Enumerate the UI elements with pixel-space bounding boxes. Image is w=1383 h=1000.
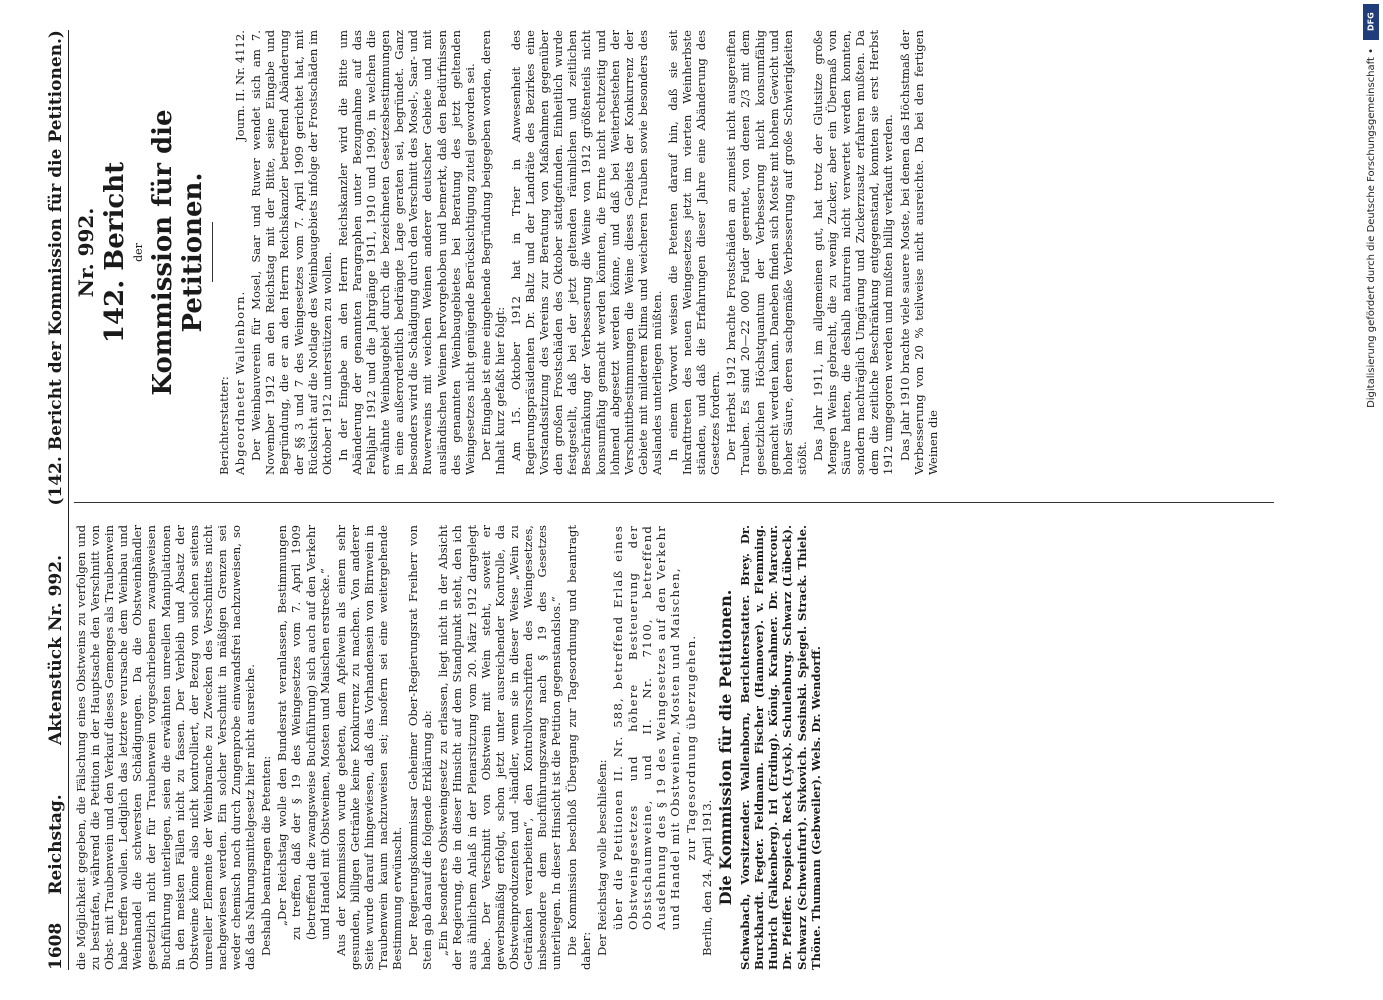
quote-paragraph: „Der Reichstag wolle den Bundesrat veranlassen, Bestimmungen zu treffen, daß der § 19 des Weingesetzes vom 7. April 1909 (betreffend die zwangsweise Buchführung) sich auch auf den Verkehr und Handel mit Obstweinen, Mosten und Maischen erstrecke.“ (275, 525, 332, 940)
paragraph: Die Kommission beschloß Übergang zur Tagesordnung und beantragt daher: (565, 525, 594, 970)
paragraph: Am 15. Oktober 1912 hat in Trier in Anwesenheit des Regierungspräsidenten Dr. Baltz und der Landräte des Bezirkes eine Vorstandssitzung des Vereins zur Beratung von Maßnahmen gegenüber den großen Frostschäden des Oktober stattgefunden. Einheitlich wurde festgestellt, daß bei der jetzt geltenden räumlichen und zeitlichen Beschränkung der Verbesserung die Weine von 1912 größtenteils nicht konsumfähig gemacht werden könnten, die Ernte nicht rechtzeitig und lohnend abgesetzt werden könne, und daß bei Weiterbestehen der Verschnittbestimmungen die Weine dieses Gebiets der Konkurrenz der Gebiete mit milderem Klima und weicheren Trauben sowie besonders des Auslandes unterliegen müßten. (508, 30, 664, 475)
page-number: 1608 (46, 922, 66, 970)
commission-title: Die Kommission für die Petitionen. (716, 589, 736, 906)
date-line: Berlin, den 24. April 1913. (700, 799, 715, 956)
title-connector: der (132, 243, 145, 262)
paragraph: In der Eingabe an den Herrn Reichskanzler wird die Bitte um Abänderung der genannten Paragraphen unter Bezugnahme auf das Fehljahr 1912 und die Jahrgänge 1911, 1910 und 1909, in welchen die erwähnte Weinbaugebiet durch die bezeichneten Gesetzesbestimmungen in eine außerordentlich bedrängte Lage geraten sei, begründet. Ganz besonders wird die Schädigung durch den Verschnitt des Mosel-, Saar- und Ruwerweins mit weichen Weinen anderer deutscher Gebiete und mit ausländischen Weinen hervorgehoben und bemerkt, daß den Bedürfnissen des genannten Weinbaugebietes bei Beratung des jetzt geltenden Weingesetzes nicht genügende Berücksichtigung zuteil geworden sei. (335, 30, 477, 475)
page-header (40, 30, 69, 970)
motion-conclusion: zur Tagesordnung überzugehen. (683, 634, 698, 861)
column-divider (74, 502, 1274, 503)
paragraph: Der Reichstag wolle beschließen: (595, 759, 610, 956)
reporter-label (217, 30, 231, 475)
paragraph: Das Jahr 1910 brachte viele sauere Moste, bei denen das Höchstmaß der Verbesserung von 20 % teilweise nicht ausreichte. Da bei den fertigen Weinen die (897, 30, 940, 475)
paragraph: Der Eingabe ist eine eingehende Begründung beigegeben worden, deren Inhalt kurz gefaßt hier folgt: (478, 30, 507, 475)
paragraph: die Möglichkeit gegeben, die Fälschung eines Obstweins zu verfolgen und zu bestrafen, während die Petition in der Hauptsache den Verschnitt von Obst- mit Traubenwein und den Verkauf dieses Gemenges als Traubenwein habe treffen wollen. Lediglich das letztere verursache dem Weinbau und Weinhandel die schwersten Schädigungen. Da die Obstweinhändler gesetzlich nicht der für Traubenwein vorgeschriebenen zwangsweisen Buchführung unterliegen, seien die erwähnten unreellen Manipulationen in den meisten Fällen nicht zu fassen. Der Verbleib und Absatz der Obstweine könne also nicht kontrolliert, der Bezug von solchen seitens unreeller Elemente der Weinbranche zu Zwecken des Verschnittes nicht nachgewiesen werden. Ein solcher Verschnitt in mäßigen Grenzen sei weder chemisch noch durch Zungenprobe einwandsfrei nachzuweisen, so daß das Nahrungsmittelgesetz hier nicht ausreiche. (74, 525, 258, 970)
reporter-name: Abgeordneter Wallenborn. (233, 290, 248, 475)
journal-reference: Journ. II. Nr. 4112. (233, 30, 248, 141)
signatures: Schwabach, Vorsitzender. Wallenborn, Berichterstatter. Brey. Dr. Burckhardt. Fegter. Feldmann. Fischer (Hannover). v. Flemming. Hubrich (Falkenberg). Irl (Erding). König. Krahmer. Dr. Marcour. Dr. Pfeiffer. Pospiech. Reck (Lyck). Schulenburg. Schwarz (Lübeck). Schwarz (Schweinfurt). Sivkovich. Sosinski. Spiegel. Strack. Thiele. Thöne. Thumann (Gebweiler). Wels. Dr. Wendorff. (738, 525, 823, 970)
left-column (74, 525, 1274, 970)
paragraph: Aus der Kommission wurde gebeten, dem Apfelwein als einem sehr gesunden, billigen Getränke keine Konkurrenz zu machen. Von anderer Seite wurde darauf hingewiesen, daß das Vorhandensein von Birnwein in Traubenwein kaum nachzuweisen sei; insofern sei eine weitergehende Bestimmung erwünscht. (333, 525, 405, 970)
header-center-title: Aktenstück Nr. 992. (46, 554, 66, 745)
header-left-title: Reichstag. (46, 794, 66, 895)
dfg-logo: DFG (1363, 4, 1379, 40)
paragraph: Das Jahr 1911, im allgemeinen gut, hat trotz der Glutsitze große Mengen Weins gebracht, die zu wenig Zucker, aber ein Übermaß von Säure hatten, die deshalb naturrein nicht verwertet werden konnten, sondern nachträglich Umgärung und Zuckerzusatz erfahren mußten. Da dem die zeitliche Beschränkung entgegenstand, konnten sie erst Herbst 1912 umgegoren werden und mußten billig verkauft werden. (810, 30, 896, 475)
paragraph: Der Regierungskommissar Geheimer Ober-Regierungsrat Freiherr von Stein gab darauf die folgende Erklärung ab: (406, 525, 435, 970)
document-number: Nr. 992. (74, 207, 98, 298)
reporter-label-text: Berichterstatter: (217, 376, 232, 475)
motion-paragraph: über die Petitionen II. Nr. 588, betreffend Erlaß eines Obstweingesetzes und höhere Besteuerung der Obstschaumweine, und II. Nr. 7100, betreffend Ausdehnung des § 19 des Weingesetzes auf den Verkehr und Handel mit Obstweinen, Mosten und Maischen, (611, 525, 682, 930)
paragraph: Deshalb beantragen die Petenten: (259, 755, 274, 956)
paragraph: Der Weinbauverein für Mosel, Saar und Ruwer wendet sich am 7. November 1912 an den Reichstag mit der Bitte, seine Eingabe und Begründung, die er an den Herrn Reichskanzler betreffend Abänderung der §§ 3 und 7 des Weingesetzes vom 7. April 1909 gerichtet hat, mit Rücksicht auf die Notlage des Weinbaugebiets infolge der Frostschäden im Oktober 1912 unterstützen zu wollen. (249, 30, 334, 475)
title-rule (212, 223, 213, 283)
paragraph: In einem Vorwort weisen die Petenten darauf hin, daß sie seit Inkrafttreten des neuen Weingesetzes jetzt im vierten Weinherbste ständen, und daß die Erfahrungen dieser Jahre eine Abänderung des Gesetzes fordern. (666, 30, 723, 475)
rotated-sheet (40, 30, 1280, 970)
digitization-credit: Digitalisierung gefördert durch die Deutsche Forschungsgemeinschaft • (1366, 48, 1377, 408)
paragraph: Der Herbst 1912 brachte Frostschäden an zumeist nicht ausgereiften Trauben. Es sind 20—22 000 Fuder geerntet, von denen 2/3 mit dem gesetzlichen Höchstquantum der Verbesserung nicht konsumfähig gemacht werden kann. Daneben finden sich Moste mit hohem Gewicht und hoher Säure, deren sachgemäße Verbesserung auf große Schwierigkeiten stößt. (724, 30, 809, 475)
right-column (74, 30, 1274, 475)
reporter-line (233, 30, 247, 475)
report-subtitle: Kommission für die Petitionen. (148, 109, 209, 396)
paragraph: „Ein besonderes Obstweingesetz zu erlassen, liegt nicht in der Absicht der Regierung, die in dieser Hinsicht auf dem Standpunkt steht, den ich aus ähnlichem Anlaß in der Plenarsitzung vom 20. März 1912 dargelegt habe. Der Verschnitt von Obstwein mit Wein steht, soweit er gewerbsmäßig erfolgt, schon jetzt unter ausreichender Kontrolle, da Obstweinproduzenten und -händler, wenn sie in dieser Weise „Wein zu Getränken verarbeiten“, den Kontrollvorschriften des Weingesetzes, insbesondere dem Buchführungszwang nach § 19 des Gesetzes unterliegen. In dieser Hinsicht ist die Petition gegenstandslos.“ (436, 525, 564, 970)
header-right-title: (142. Bericht der Kommission für die Petitionen.) (46, 30, 66, 506)
report-title: 142. Bericht (100, 161, 130, 344)
